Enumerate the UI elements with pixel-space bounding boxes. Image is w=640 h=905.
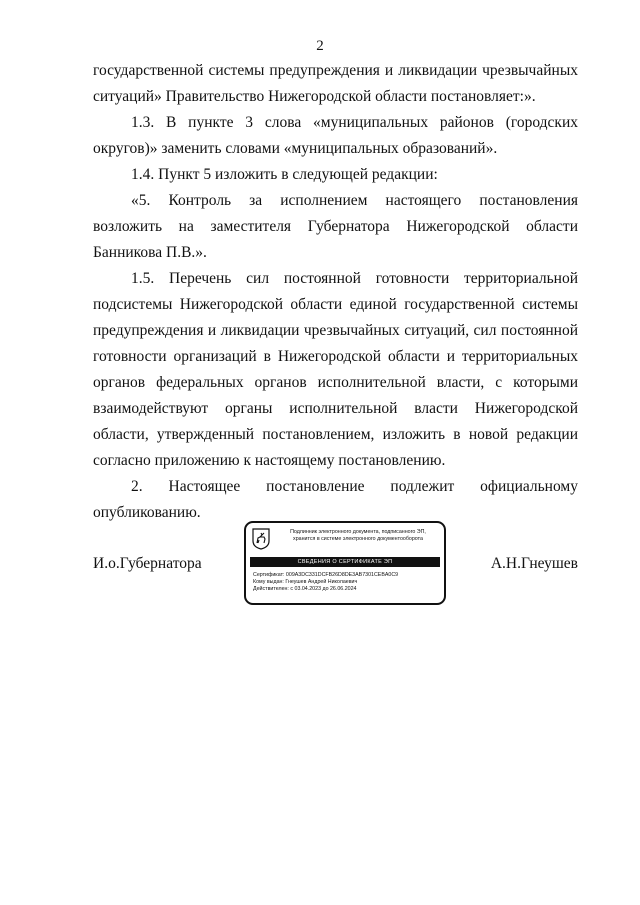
stamp-header-line-2: хранится в системе электронного документооборота <box>293 536 423 542</box>
paragraph-1-4: 1.4. Пункт 5 изложить в следующей редакции: <box>131 166 438 183</box>
stamp-issued-to: Кому выдан: Гнеушев Андрей Николаевич <box>253 579 358 586</box>
stamp-validity: Действителен: с 03.04.2023 до 26.06.2024 <box>253 586 357 593</box>
stamp-certificate: Сертификат: 009A3DC331DCFB26D8DE3AB7301CEBA0C9 <box>253 572 399 578</box>
signatory-position: И.о.Губернатора <box>93 555 202 572</box>
document-body <box>93 58 578 526</box>
signatory-name: А.Н.Гнеушев <box>490 555 578 572</box>
paragraph-1-3: 1.3. В пункте 3 слова «муниципальных районов (городских округов)» заменить словами «муниципальных образований». <box>93 114 578 157</box>
paragraph-2: 2. Настоящее постановление подлежит официальному опубликованию. <box>93 478 578 521</box>
e-signature-stamp <box>244 521 446 605</box>
stamp-header-line-1: Подлинник электронного документа, подписанного ЭП, <box>290 529 426 535</box>
stamp-header <box>274 529 442 543</box>
page-number: 2 <box>316 38 324 54</box>
stamp-details <box>253 572 398 594</box>
paragraph-1: государственной системы предупреждения и ликвидации чрезвычайных ситуаций» Правительство Нижегородской области постановляет:». <box>93 62 578 105</box>
paragraph-1-5: 1.5. Перечень сил постоянной готовности территориальной подсистемы Нижегородской области единой государственной системы предупреждения и ликвидации чрезвычайных ситуаций, сил постоянной готовности организаций в Нижегородской области и территориальных органов федеральных органов исполнительной власти, с которыми взаимодействуют органы исполнительной власти Нижегородской области, утвержденный постановлением, изложить в новой редакции согласно приложению к настоящему постановлению. <box>93 270 578 469</box>
paragraph-quote-5: «5. Контроль за исполнением настоящего постановления возложить на заместителя Губернатора Нижегородской области Банникова П.В.». <box>93 192 578 261</box>
stamp-title: СВЕДЕНИЯ О СЕРТИФИКАТЕ ЭП <box>250 557 440 567</box>
deer-emblem-icon <box>252 528 270 550</box>
